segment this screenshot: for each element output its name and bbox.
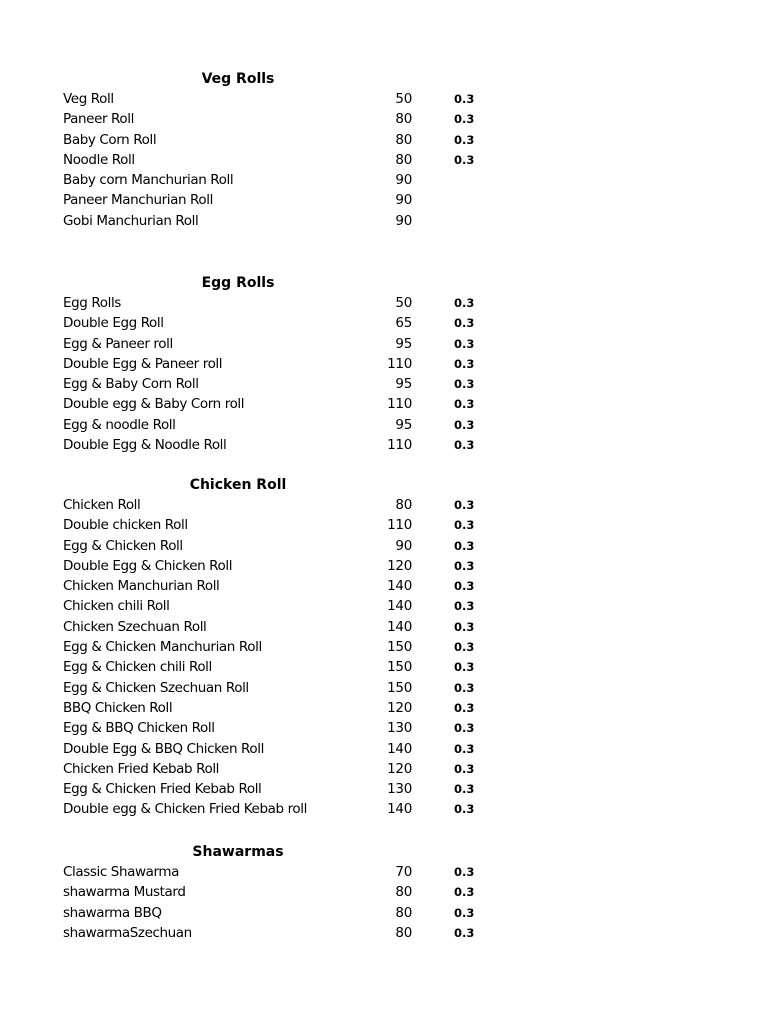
item-factor: 0.3 — [454, 802, 475, 817]
list-item — [0, 862, 768, 882]
list-item — [0, 334, 768, 354]
item-factor: 0.3 — [454, 700, 475, 715]
item-factor: 0.3 — [454, 599, 475, 614]
item-name: shawarma Mustard — [63, 884, 186, 901]
item-price: 140 — [387, 598, 412, 615]
item-name: Chicken Szechuan Roll — [63, 618, 207, 635]
list-item — [0, 313, 768, 333]
item-price: 95 — [395, 416, 412, 433]
item-name: Gobi Manchurian Roll — [63, 212, 199, 229]
list-item — [0, 799, 768, 819]
item-factor: 0.3 — [454, 558, 475, 573]
item-price: 120 — [387, 699, 412, 716]
item-name: shawarma BBQ — [63, 904, 162, 921]
item-price: 140 — [387, 740, 412, 757]
item-price: 150 — [387, 679, 412, 696]
list-item — [0, 698, 768, 718]
item-factor: 0.3 — [454, 761, 475, 776]
item-name: Chicken Roll — [63, 497, 141, 513]
item-name: Egg & Chicken Roll — [63, 537, 183, 554]
item-name: Egg & Chicken Fried Kebab Roll — [63, 781, 262, 798]
item-name: Double egg & Baby Corn roll — [63, 396, 245, 413]
item-price: 90 — [395, 537, 412, 554]
list-item — [0, 354, 768, 374]
item-name: Egg & Chicken Szechuan Roll — [63, 679, 249, 696]
item-name: Double Egg & Paneer roll — [63, 355, 223, 372]
section-title: Veg Rolls — [201, 71, 275, 87]
item-factor: 0.3 — [454, 296, 475, 310]
item-name: Noodle Roll — [63, 151, 135, 168]
item-price: 80 — [395, 497, 412, 513]
item-factor: 0.3 — [454, 925, 475, 940]
item-factor: 0.3 — [454, 417, 475, 432]
item-name: Chicken chili Roll — [63, 598, 170, 615]
list-item — [0, 130, 768, 150]
list-item — [0, 657, 768, 677]
item-name: Chicken Manchurian Roll — [63, 578, 220, 595]
list-item — [0, 903, 768, 923]
item-factor: 0.3 — [454, 885, 475, 900]
item-price: 90 — [395, 192, 412, 209]
item-price: 110 — [387, 396, 412, 413]
item-list — [0, 89, 768, 231]
list-item — [0, 293, 768, 313]
item-factor: 0.3 — [454, 132, 475, 147]
item-name: Double Egg Roll — [63, 315, 164, 332]
item-name: Paneer Manchurian Roll — [63, 192, 213, 209]
list-item — [0, 596, 768, 616]
item-name: Veg Roll — [63, 91, 114, 107]
item-name: Double Egg & BBQ Chicken Roll — [63, 740, 264, 757]
item-factor: 0.3 — [454, 538, 475, 553]
item-factor: 0.3 — [454, 112, 475, 127]
item-factor: 0.3 — [454, 782, 475, 797]
list-item — [0, 923, 768, 943]
item-list — [0, 862, 768, 943]
list-item — [0, 637, 768, 657]
list-item — [0, 576, 768, 596]
list-item — [0, 374, 768, 394]
list-item — [0, 109, 768, 129]
item-factor: 0.3 — [454, 640, 475, 655]
item-name: Egg & Chicken chili Roll — [63, 659, 212, 676]
item-price: 50 — [395, 295, 412, 311]
list-item — [0, 739, 768, 759]
item-factor: 0.3 — [454, 336, 475, 351]
item-price: 140 — [387, 618, 412, 635]
item-factor: 0.3 — [454, 905, 475, 920]
list-item — [0, 415, 768, 435]
item-price: 65 — [395, 315, 412, 332]
list-item — [0, 536, 768, 556]
list-item — [0, 515, 768, 535]
item-factor: 0.3 — [454, 619, 475, 634]
item-price: 110 — [387, 355, 412, 372]
item-price: 90 — [395, 212, 412, 229]
item-price: 80 — [395, 904, 412, 921]
item-price: 110 — [387, 437, 412, 454]
item-name: Egg & Baby Corn Roll — [63, 376, 199, 393]
item-price: 130 — [387, 720, 412, 737]
item-price: 110 — [387, 517, 412, 534]
item-name: Chicken Fried Kebab Roll — [63, 760, 220, 777]
item-factor: 0.3 — [454, 92, 475, 106]
item-price: 140 — [387, 578, 412, 595]
item-price: 70 — [395, 864, 412, 880]
section-title: Shawarmas — [192, 844, 284, 860]
item-price: 95 — [395, 376, 412, 393]
item-name: shawarmaSzechuan — [63, 924, 192, 941]
item-factor: 0.3 — [454, 579, 475, 594]
item-factor: 0.3 — [454, 438, 475, 453]
item-factor: 0.3 — [454, 741, 475, 756]
list-item — [0, 678, 768, 698]
item-price: 80 — [395, 111, 412, 128]
item-factor: 0.3 — [454, 721, 475, 736]
item-price: 80 — [395, 151, 412, 168]
item-price: 50 — [395, 91, 412, 107]
section-title: Egg Rolls — [201, 275, 275, 291]
item-factor: 0.3 — [454, 397, 475, 412]
item-price: 80 — [395, 924, 412, 941]
list-item — [0, 779, 768, 799]
item-price: 95 — [395, 335, 412, 352]
list-item — [0, 617, 768, 637]
list-item — [0, 211, 768, 231]
list-item — [0, 170, 768, 190]
item-price: 140 — [387, 801, 412, 818]
item-name: Paneer Roll — [63, 111, 134, 128]
item-factor: 0.3 — [454, 498, 475, 512]
item-name: Double Egg & Noodle Roll — [63, 437, 227, 454]
item-price: 130 — [387, 781, 412, 798]
item-name: Egg & Paneer roll — [63, 335, 173, 352]
list-item — [0, 759, 768, 779]
item-factor: 0.3 — [454, 865, 475, 879]
item-factor: 0.3 — [454, 316, 475, 331]
item-name: Baby Corn Roll — [63, 131, 157, 148]
item-factor: 0.3 — [454, 680, 475, 695]
list-item — [0, 89, 768, 109]
item-factor: 0.3 — [454, 518, 475, 533]
list-item — [0, 718, 768, 738]
item-factor: 0.3 — [454, 152, 475, 167]
item-name: Egg & BBQ Chicken Roll — [63, 720, 215, 737]
item-price: 120 — [387, 557, 412, 574]
item-factor: 0.3 — [454, 660, 475, 675]
section-title: Chicken Roll — [189, 477, 287, 493]
item-price: 90 — [395, 172, 412, 189]
list-item — [0, 190, 768, 210]
list-item — [0, 495, 768, 515]
item-name: Egg & noodle Roll — [63, 416, 176, 433]
item-factor: 0.3 — [454, 356, 475, 371]
item-list — [0, 293, 768, 455]
list-item — [0, 150, 768, 170]
item-name: Classic Shawarma — [63, 864, 180, 880]
item-name: Double chicken Roll — [63, 517, 188, 534]
item-price: 80 — [395, 131, 412, 148]
item-factor: 0.3 — [454, 377, 475, 392]
item-name: Egg & Chicken Manchurian Roll — [63, 639, 262, 656]
item-name: BBQ Chicken Roll — [63, 699, 173, 716]
item-name: Egg Rolls — [63, 295, 121, 311]
item-price: 150 — [387, 659, 412, 676]
item-price: 80 — [395, 884, 412, 901]
list-item — [0, 435, 768, 455]
list-item — [0, 882, 768, 902]
item-list — [0, 495, 768, 820]
item-price: 150 — [387, 639, 412, 656]
item-name: Double Egg & Chicken Roll — [63, 557, 233, 574]
list-item — [0, 556, 768, 576]
item-name: Baby corn Manchurian Roll — [63, 172, 234, 189]
list-item — [0, 394, 768, 414]
item-name: Double egg & Chicken Fried Kebab roll — [63, 801, 307, 818]
item-price: 120 — [387, 760, 412, 777]
